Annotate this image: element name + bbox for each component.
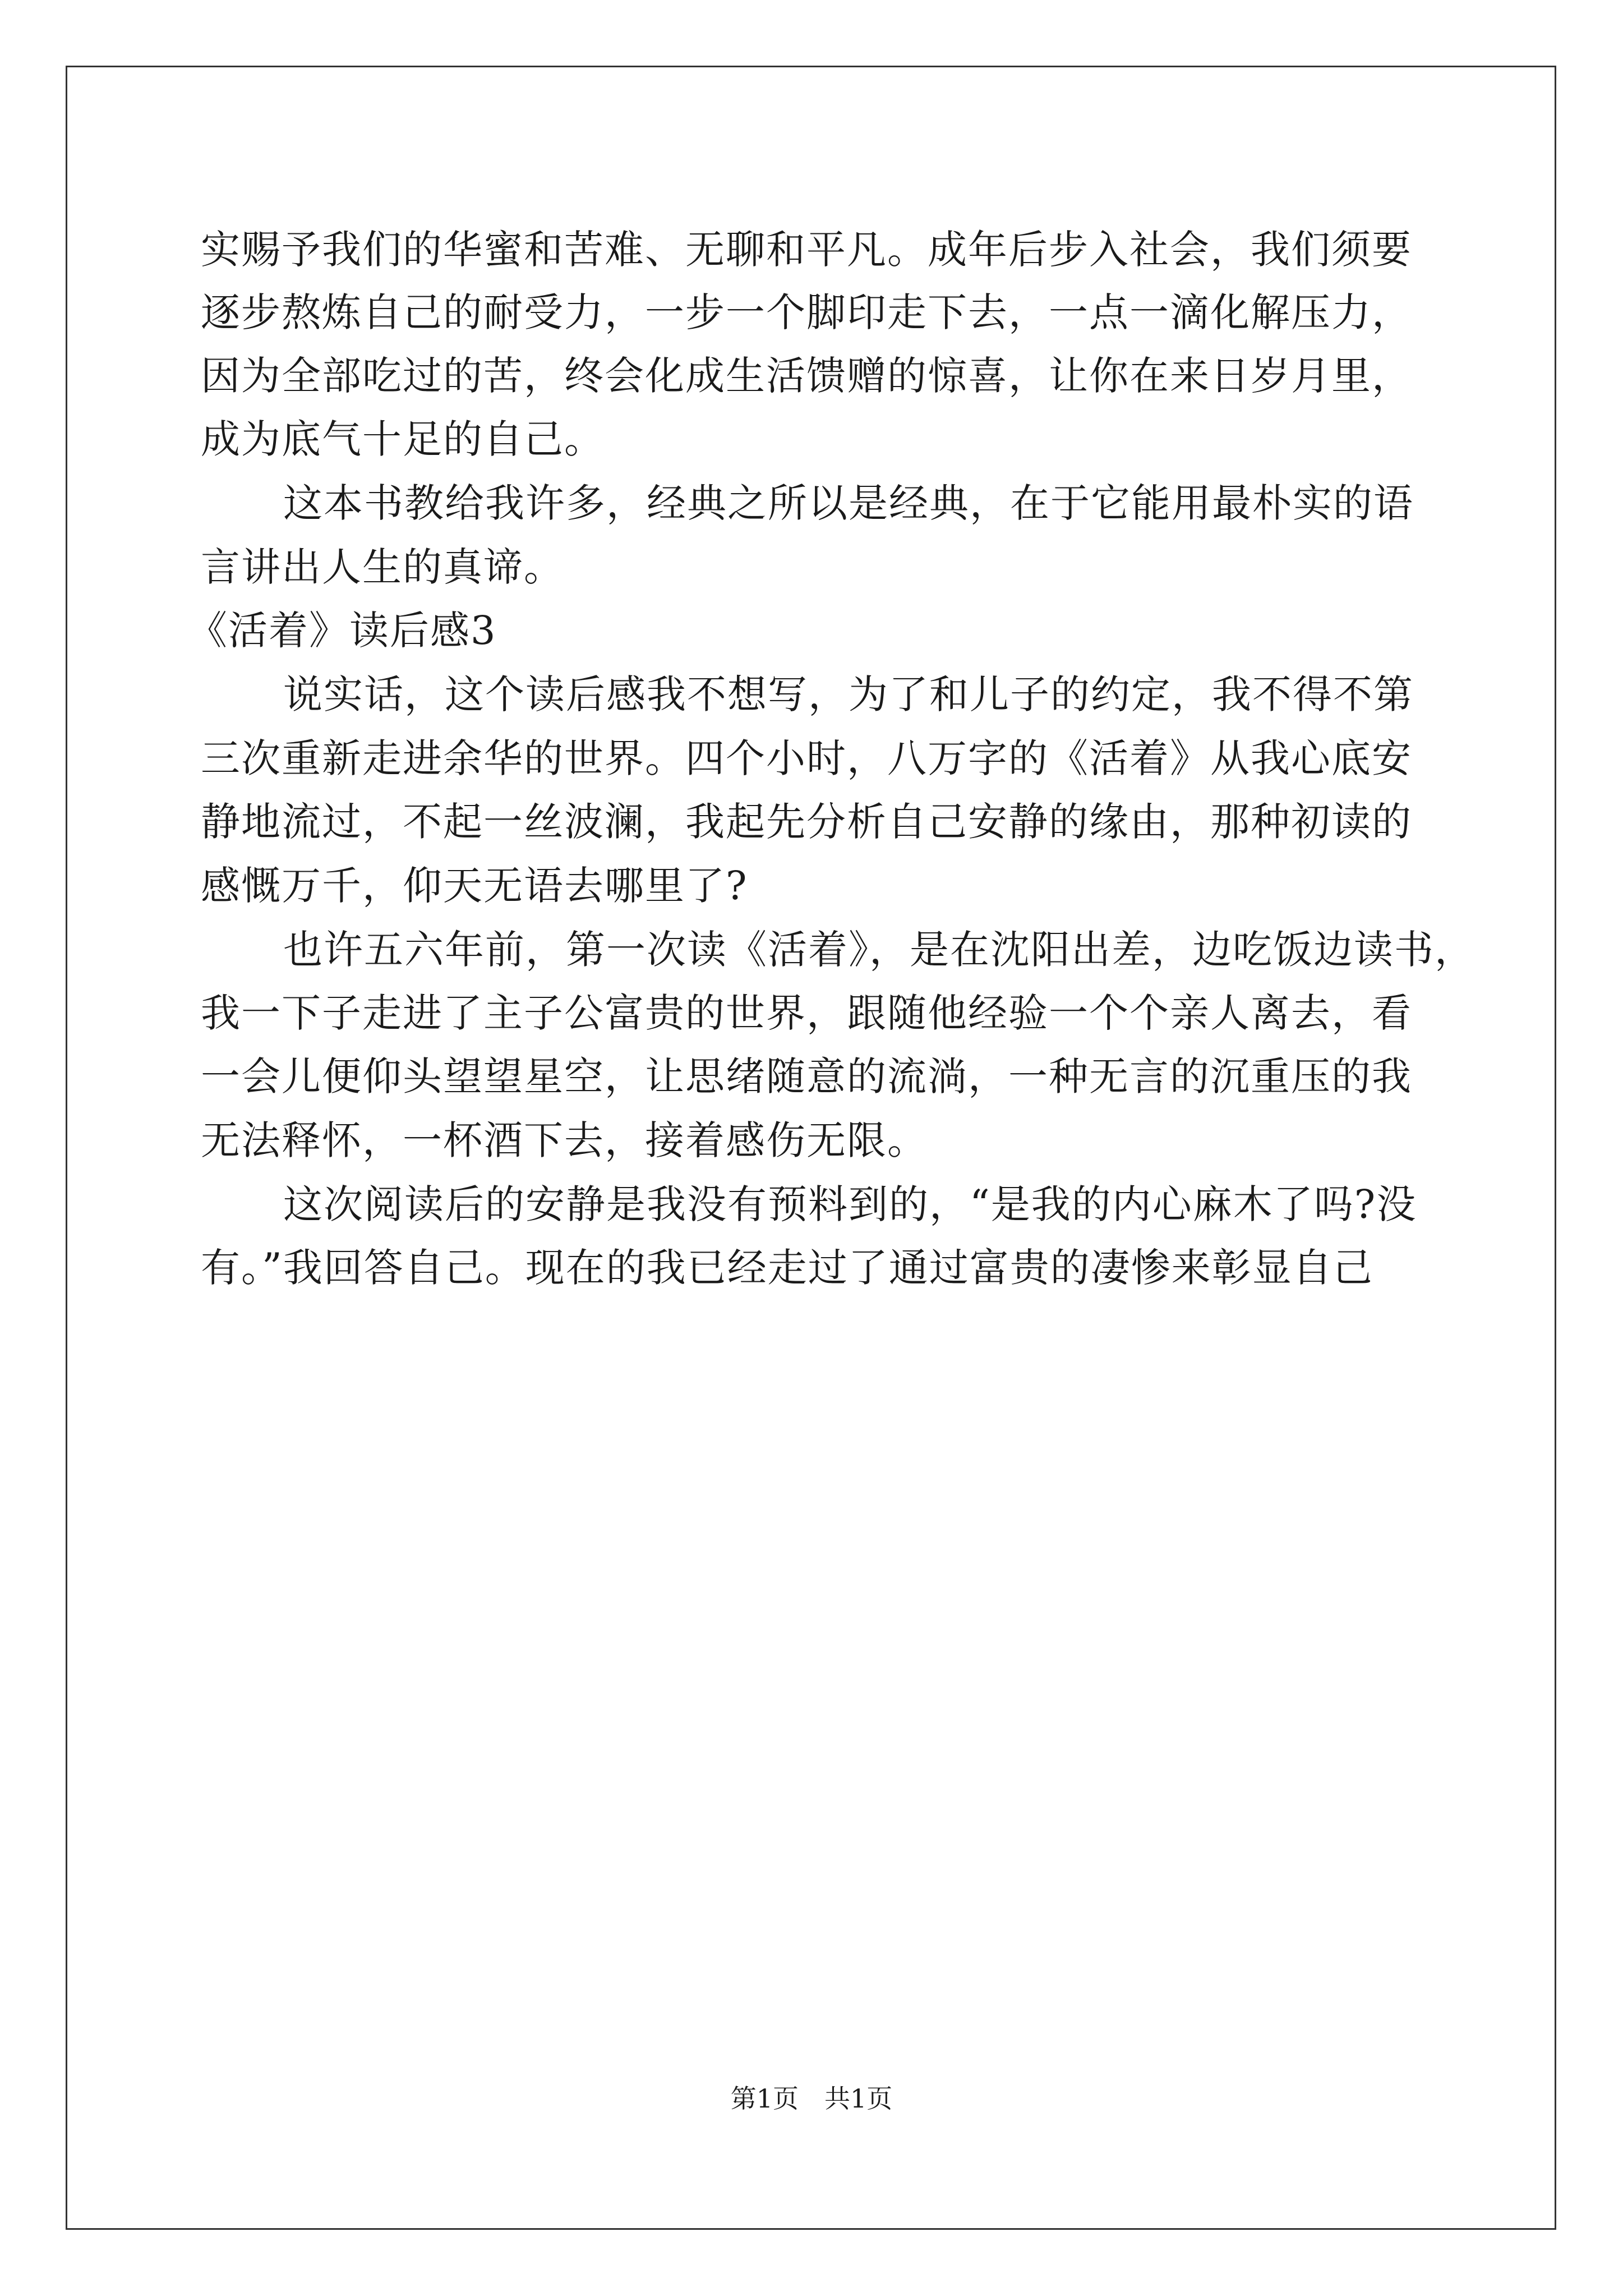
body-line-1: 实赐予我们的华蜜和苦难、无聊和平凡。成年后步入社会，我们须要 bbox=[201, 227, 1412, 273]
body-line-13: 我一下子走进了主子公富贵的世界，跟随他经验一个个亲人离去，看 bbox=[201, 990, 1412, 1036]
body-line-8: 说实话，这个读后感我不想写，为了和儿子的约定，我不得不第 bbox=[283, 671, 1414, 717]
body-line-15: 无法释怀，一杯酒下去，接着感伤无限。 bbox=[201, 1117, 928, 1163]
body-line-3: 因为全部吃过的苦，终会化成生活馈赠的惊喜，让你在来日岁月里， bbox=[201, 353, 1412, 399]
body-line-9: 三次重新走进余华的世界。四个小时，八万字的《活着》从我心底安 bbox=[201, 735, 1412, 781]
body-line-16: 这次阅读后的安静是我没有预料到的，“是我的内心麻木了吗?没 bbox=[283, 1181, 1417, 1227]
body-line-12: 也许五六年前，第一次读《活着》，是在沈阳出差，边吃饭边读书， bbox=[283, 927, 1475, 973]
page-footer bbox=[0, 2083, 1623, 2114]
body-line-10: 静地流过，不起一丝波澜，我起先分析自己安静的缘由，那种初读的 bbox=[201, 799, 1412, 845]
body-line-17: 有。”我回答自己。现在的我已经走过了通过富贵的凄惨来彰显自己 bbox=[201, 1245, 1373, 1291]
section-heading: 《活着》读后感3 bbox=[188, 608, 497, 654]
page-total: 共1页 bbox=[824, 2083, 893, 2114]
body-line-6: 言讲出人生的真谛。 bbox=[201, 544, 564, 590]
body-line-5: 这本书教给我许多，经典之所以是经典，在于它能用最朴实的语 bbox=[283, 480, 1414, 526]
body-line-14: 一会儿便仰头望望星空，让思绪随意的流淌，一种无言的沉重压的我 bbox=[201, 1053, 1412, 1099]
body-line-4: 成为底气十足的自己。 bbox=[201, 416, 605, 462]
body-line-2: 逐步熬炼自己的耐受力，一步一个脚印走下去，一点一滴化解压力， bbox=[201, 289, 1412, 335]
page-number: 第1页 bbox=[730, 2083, 799, 2114]
body-line-11: 感慨万千，仰天无语去哪里了? bbox=[201, 863, 748, 909]
